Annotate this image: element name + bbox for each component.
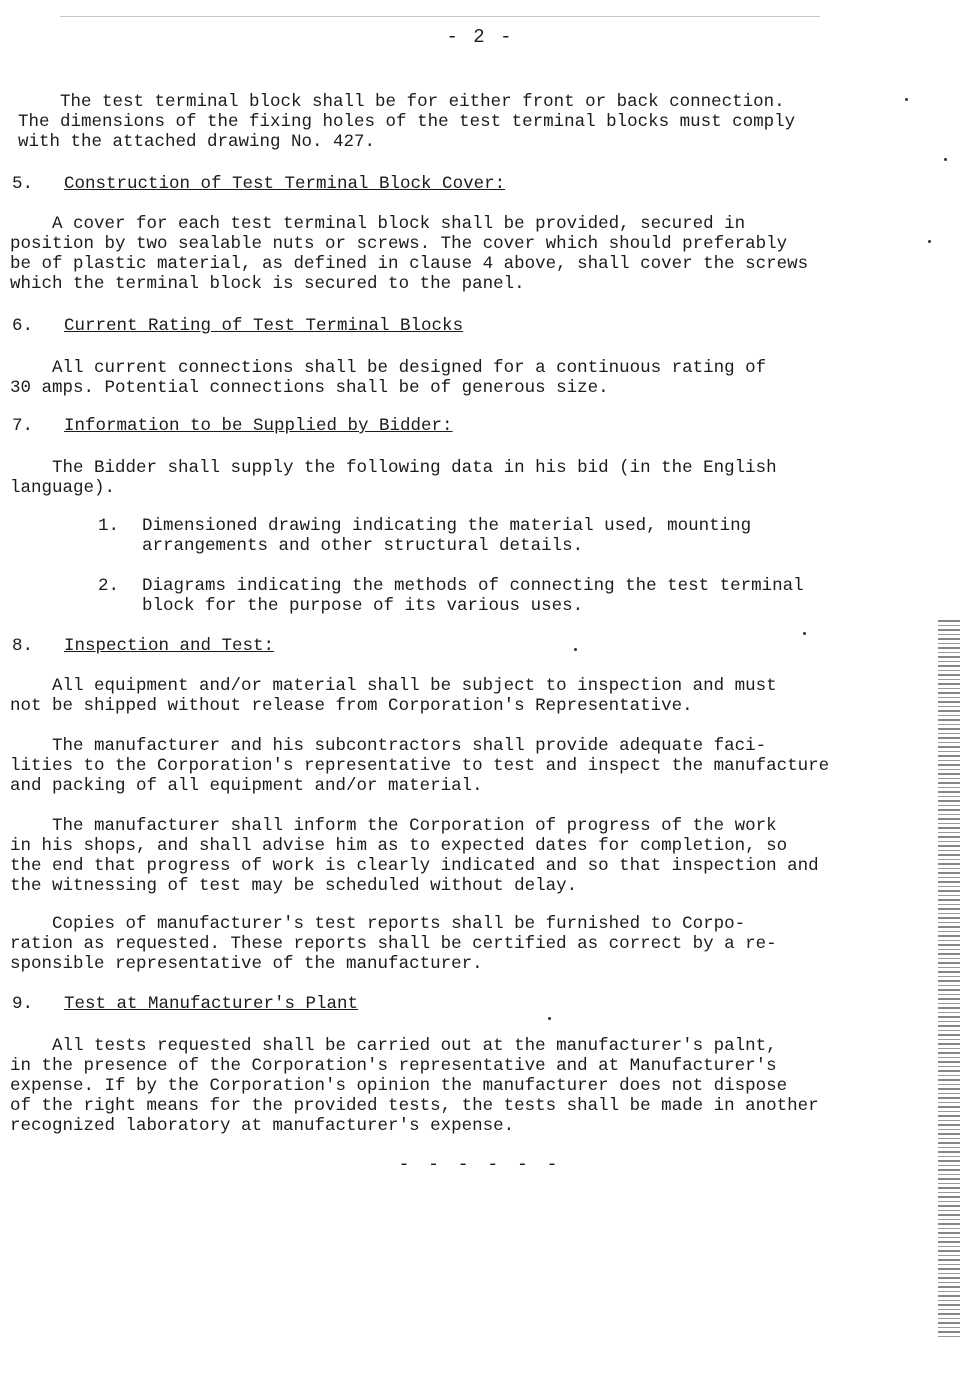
section-8-heading: [12, 636, 274, 656]
section-8-paragraph-3: [10, 816, 819, 896]
list-item: [98, 576, 858, 616]
scan-speck: [944, 158, 947, 161]
list-item: [98, 516, 858, 556]
list-item-line: Diagrams indicating the methods of connecting the test terminal: [142, 576, 804, 596]
section-number: 6.: [12, 316, 34, 336]
intro-paragraph: [18, 92, 795, 152]
paragraph-line: in his shops, and shall advise him as to expected dates for completion, so: [10, 836, 788, 856]
scan-speck: [574, 648, 577, 651]
paragraph-line: All current connections shall be designed for a continuous rating of: [10, 358, 767, 378]
section-7-heading: [12, 416, 453, 436]
paragraph-line: A cover for each test terminal block shall be provided, secured in: [10, 214, 746, 234]
paragraph-line: Copies of manufacturer's test reports shall be furnished to Corpo-: [10, 914, 746, 934]
section-number: 9.: [12, 994, 34, 1014]
paragraph-line: expense. If by the Corporation's opinion the manufacturer does not dispose: [10, 1076, 788, 1096]
section-title: Construction of Test Terminal Block Cover:: [64, 174, 506, 194]
section-title: Test at Manufacturer's Plant: [64, 994, 359, 1014]
paragraph-line: and packing of all equipment and/or material.: [10, 776, 483, 796]
list-item-line: block for the purpose of its various uses.: [142, 596, 584, 616]
paragraph-line: The manufacturer and his subcontractors shall provide adequate faci-: [10, 736, 767, 756]
section-7-paragraph: [10, 458, 777, 498]
scan-speck: [803, 632, 806, 635]
section-title: Inspection and Test:: [64, 636, 275, 656]
paragraph-line: sponsible representative of the manufacturer.: [10, 954, 483, 974]
paragraph-line: The manufacturer shall inform the Corporation of progress of the work: [10, 816, 777, 836]
list-item-number: 1.: [98, 516, 120, 536]
paragraph-line: of the right means for the provided tests, the tests shall be made in another: [10, 1096, 819, 1116]
page-number: - 2 -: [446, 26, 514, 48]
paragraph-line: The Bidder shall supply the following data in his bid (in the English: [10, 458, 777, 478]
paragraph-line: 30 amps. Potential connections shall be of generous size.: [10, 378, 609, 398]
section-5-paragraph: [10, 214, 808, 294]
scan-speck: [548, 1017, 551, 1020]
paragraph-line: recognized laboratory at manufacturer's expense.: [10, 1116, 515, 1136]
section-number: 5.: [12, 174, 34, 194]
scan-speck: [905, 98, 908, 101]
end-mark: - - - - - -: [398, 1155, 562, 1175]
top-rule: [60, 16, 820, 17]
paragraph-line: which the terminal block is secured to the panel.: [10, 274, 525, 294]
paragraph-line: the end that progress of work is clearly indicated and so that inspection and: [10, 856, 819, 876]
paragraph-line: not be shipped without release from Corporation's Representative.: [10, 696, 693, 716]
list-item-line: arrangements and other structural details.: [142, 536, 584, 556]
section-title: Current Rating of Test Terminal Blocks: [64, 316, 464, 336]
section-9-paragraph: [10, 1036, 819, 1136]
section-number: 7.: [12, 416, 34, 436]
section-8-paragraph-2: [10, 736, 829, 796]
paragraph-line: lities to the Corporation's representative to test and inspect the manufacture: [10, 756, 830, 776]
paragraph-line: All tests requested shall be carried out at the manufacturer's palnt,: [10, 1036, 777, 1056]
list-item-text: [142, 516, 751, 556]
paragraph-line: position by two sealable nuts or screws. The cover which should preferably: [10, 234, 788, 254]
intro-line: The test terminal block shall be for either front or back connection.: [18, 92, 785, 112]
paragraph-line: language).: [10, 478, 116, 498]
section-5-heading: [12, 174, 505, 194]
scan-edge: [938, 620, 960, 1340]
intro-line: with the attached drawing No. 427.: [18, 132, 376, 152]
paragraph-line: be of plastic material, as defined in clause 4 above, shall cover the screws: [10, 254, 809, 274]
section-title: Information to be Supplied by Bidder:: [64, 416, 453, 436]
list-item-number: 2.: [98, 576, 120, 596]
section-8-paragraph-1: [10, 676, 777, 716]
paragraph-line: in the presence of the Corporation's representative and at Manufacturer's: [10, 1056, 777, 1076]
intro-line: The dimensions of the fixing holes of the test terminal blocks must comply: [18, 112, 796, 132]
section-8-paragraph-4: [10, 914, 777, 974]
section-number: 8.: [12, 636, 34, 656]
paragraph-line: All equipment and/or material shall be subject to inspection and must: [10, 676, 777, 696]
section-6-heading: [12, 316, 463, 336]
section-6-paragraph: [10, 358, 766, 398]
list-item-text: [142, 576, 804, 616]
section-9-heading: [12, 994, 358, 1014]
paragraph-line: ration as requested. These reports shall be certified as correct by a re-: [10, 934, 777, 954]
paragraph-line: the witnessing of test may be scheduled without delay.: [10, 876, 578, 896]
scan-speck: [928, 240, 931, 243]
list-item-line: Dimensioned drawing indicating the material used, mounting: [142, 516, 752, 536]
